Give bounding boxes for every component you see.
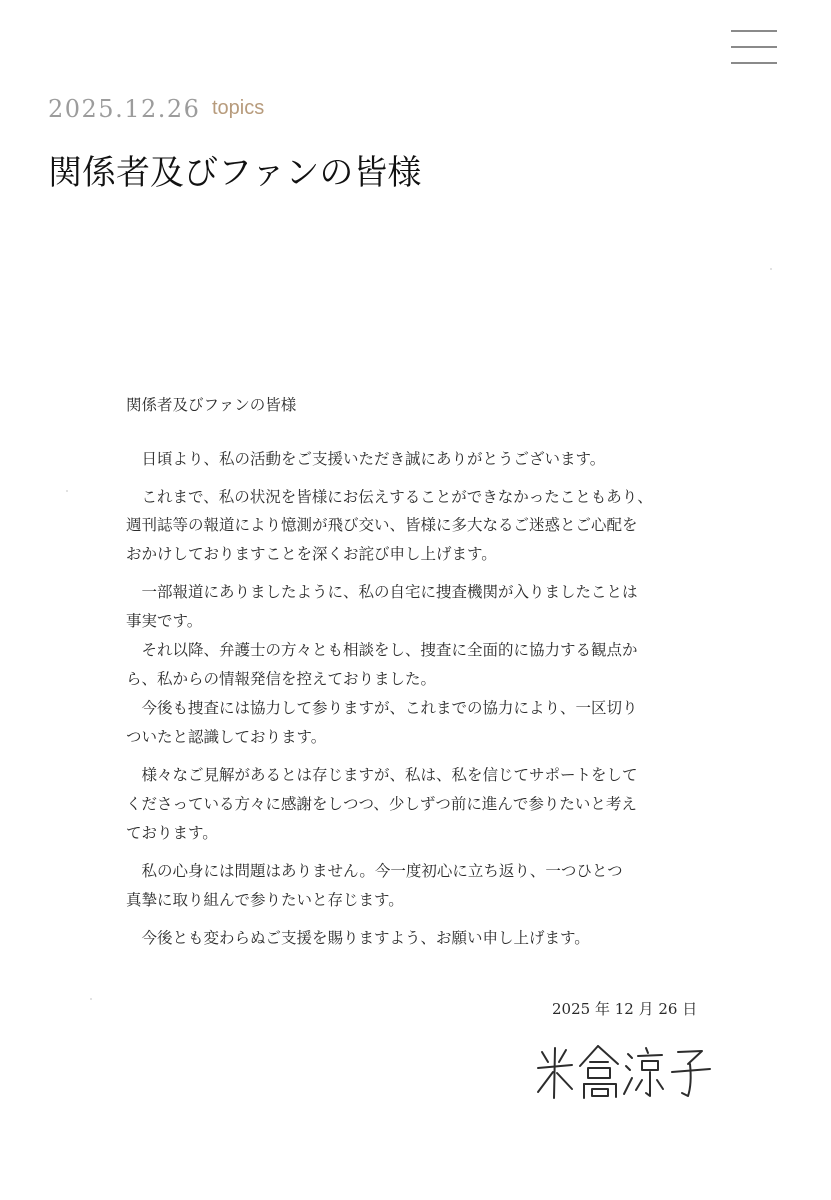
menu-bar-middle [731, 46, 777, 48]
letter-line: おかけしておりますことを深くお詫び申し上げます。 [126, 545, 497, 563]
menu-bar-top [731, 30, 777, 32]
letter-line: 一部報道にありましたように、私の自宅に捜査機関が入りましたことは [126, 583, 638, 601]
hamburger-menu-icon[interactable] [731, 28, 777, 68]
scan-speck [90, 998, 92, 1000]
letter-line: ついたと認識しております。 [126, 728, 327, 746]
letter-line: 真摯に取り組んで参りたいと存じます。 [126, 891, 404, 909]
letter-line: 今後とも変わらぬご支援を賜りますよう、お願い申し上げます。 [126, 929, 590, 947]
letter-line: 私の心身には問題はありません。今一度初心に立ち返り、一つひとつ [126, 862, 623, 880]
post-category-link[interactable]: topics [212, 97, 265, 119]
letter-line: 週刊誌等の報道により憶測が飛び交い、皆様に多大なるご迷惑とご心配を [126, 516, 638, 534]
letter-date: 2025 年 12 月 26 日 [552, 1000, 698, 1018]
page-title: 関係者及びファンの皆様 [48, 153, 422, 193]
menu-bar-bottom [731, 62, 777, 64]
scan-speck [770, 268, 772, 270]
letter-line: それ以降、弁護士の方々とも相談をし、捜査に全面的に協力する観点か [126, 641, 638, 659]
scan-speck [66, 490, 68, 492]
letter-line: 今後も捜査には協力して参りますが、これまでの協力により、一区切り [126, 699, 638, 717]
signature [532, 1042, 732, 1102]
letter-salutation: 関係者及びファンの皆様 [126, 396, 297, 414]
post-date: 2025.12.26 [48, 95, 201, 123]
letter-line: くださっている方々に感謝をしつつ、少しずつ前に進んで参りたいと考え [126, 795, 637, 813]
letter-line: 様々なご見解があるとは存じますが、私は、私を信じてサポートをして [126, 766, 638, 784]
letter-line: 日頃より、私の活動をご支援いただき誠にありがとうございます。 [126, 450, 606, 468]
letter-line: 事実です。 [126, 612, 203, 630]
letter-line: ております。 [126, 824, 218, 842]
letter-line: ら、私からの情報発信を控えておりました。 [126, 670, 437, 688]
letter-line: これまで、私の状況を皆様にお伝えすることができなかったこともあり、 [126, 488, 653, 506]
letter-image [0, 250, 831, 1200]
